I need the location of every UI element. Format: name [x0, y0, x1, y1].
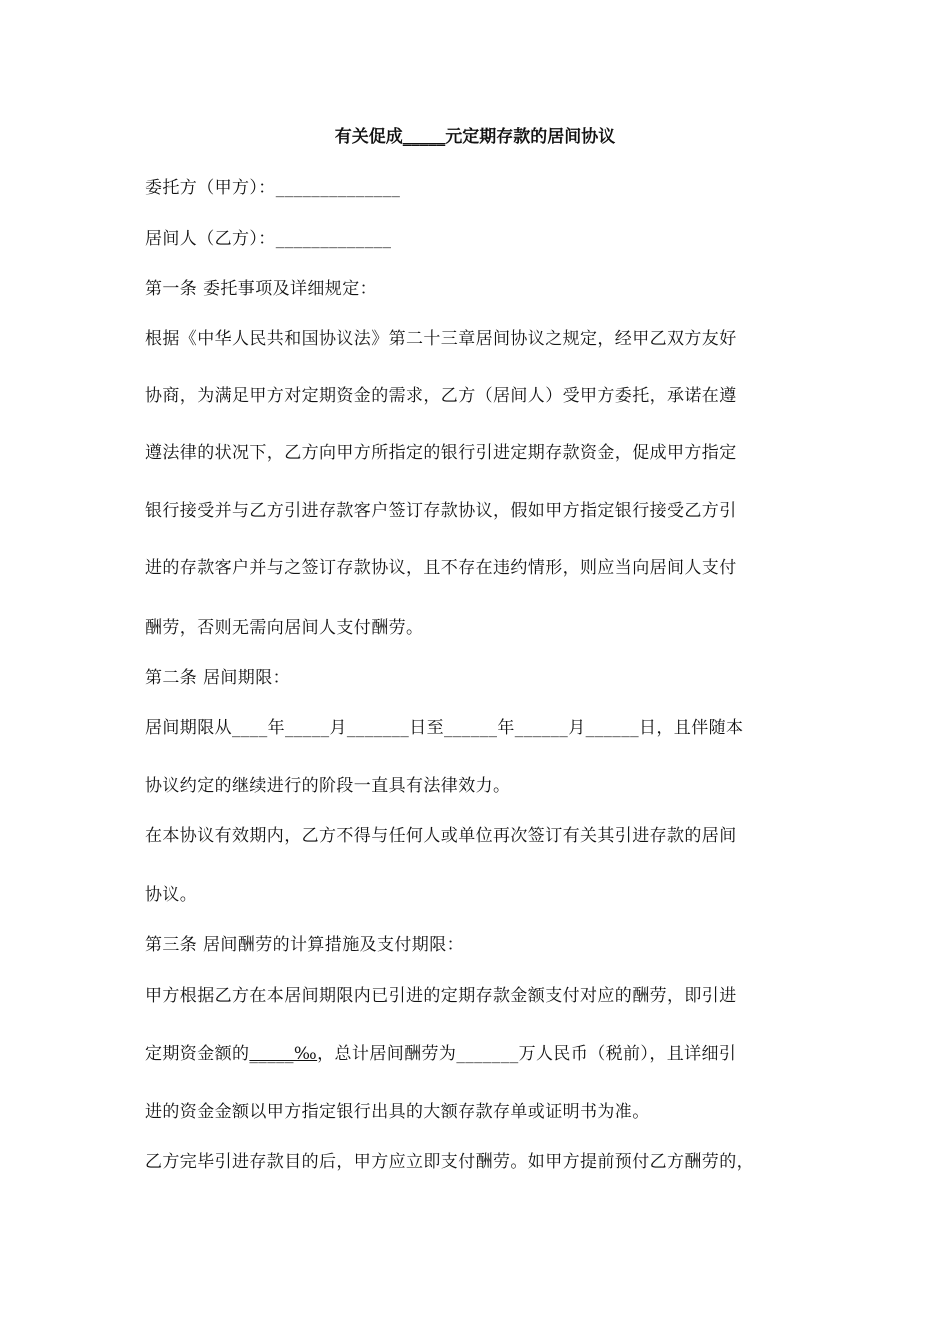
- title-prefix: 有关促成: [334, 127, 403, 147]
- article-1-line: 银行接受并与乙方引进存款客户签订存款协议，假如甲方指定银行接受乙方引: [145, 501, 737, 521]
- rate-prefix: 定期资金额的: [145, 1044, 250, 1064]
- article-1-heading: 第一条 委托事项及详细规定：: [145, 279, 378, 299]
- article-1-line: 酬劳，否则无需向居间人支付酬劳。: [145, 618, 424, 638]
- rate-blank: _____‰: [249, 1044, 318, 1064]
- article-2-line: 协议约定的继续进行的阶段一直具有法律效力。: [145, 776, 511, 796]
- article-2-line: 在本协议有效期内，乙方不得与任何人或单位再次签订有关其引进存款的居间: [145, 826, 737, 846]
- article-3-line: 甲方根据乙方在本居间期限内已引进的定期存款金额支付对应的酬劳，即引进: [145, 986, 737, 1006]
- title-amount-blank: _____: [402, 127, 446, 147]
- document-title: [0, 125, 950, 149]
- party-a-line: 委托方（甲方）：______________: [145, 178, 401, 198]
- article-3-line: [145, 1042, 736, 1066]
- title-suffix: 元定期存款的居间协议: [445, 127, 616, 147]
- article-3-heading: 第三条 居间酬劳的计算措施及支付期限：: [145, 935, 465, 955]
- article-1-line: 协商，为满足甲方对定期资金的需求，乙方（居间人）受甲方委托，承诺在遵: [145, 386, 737, 406]
- article-3-line: 乙方完毕引进存款目的后，甲方应立即支付酬劳。如甲方提前预付乙方酬劳的，: [145, 1152, 754, 1172]
- party-b-line: 居间人（乙方）：_____________: [145, 229, 392, 249]
- article-2-line: 居间期限从____年_____月_______日至______年______月______日，且伴随本: [145, 718, 744, 738]
- article-1-line: 根据《中华人民共和国协议法》第二十三章居间协议之规定，经甲乙双方友好: [145, 329, 737, 349]
- article-1-line: 进的存款客户并与之签订存款协议，且不存在违约情形，则应当向居间人支付: [145, 558, 737, 578]
- article-1-line: 遵法律的状况下，乙方向甲方所指定的银行引进定期存款资金，促成甲方指定: [145, 443, 737, 463]
- rate-suffix: ，总计居间酬劳为_______万人民币（税前），且详细引: [317, 1044, 737, 1064]
- article-2-line: 协议。: [145, 885, 198, 905]
- article-3-line: 进的资金金额以甲方指定银行出具的大额存款存单或证明书为准。: [145, 1102, 650, 1122]
- article-2-heading: 第二条 居间期限：: [145, 668, 291, 688]
